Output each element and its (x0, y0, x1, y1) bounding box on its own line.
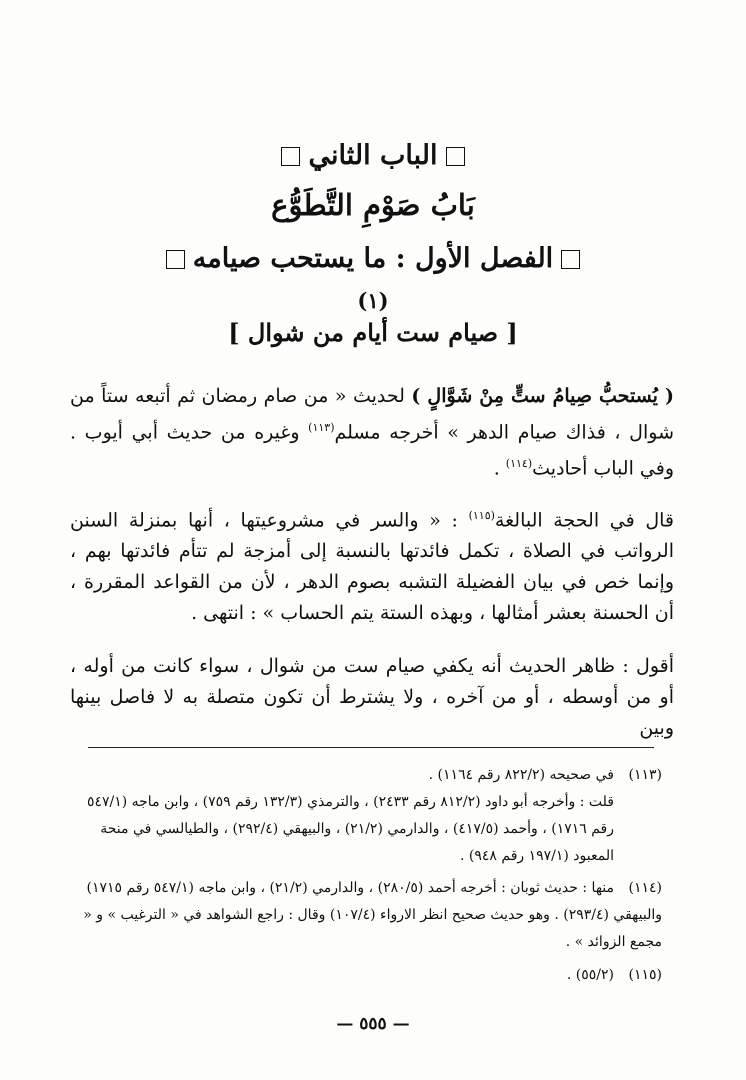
text: وغيره من حديث أبي أيوب . وفي الباب أحاديث (70, 421, 674, 480)
footnote-number: (١١٣) (628, 767, 662, 783)
item-number: (١) (357, 288, 389, 313)
footnote-divider (88, 747, 654, 748)
footnote-ref: (١١٣) (308, 421, 335, 434)
footnote-text: قلت : وأخرجه أبو داود (٨١٢/٢ رقم ٢٤٣٣) ، والترمذي (١٣٢/٣ رقم ٧٥٩) ، وابن ماجه (٥٤٧/١ رقم ١٧١٦) ، وأحمد (٤١٧/٥) ، والدارمي (٢١/٢) ، والبيهقي (٢٩٢/٤) ، والطيالسي في منحة المعبود (١٩٧/١ رقم ٩٤٨) . (86, 794, 614, 864)
paragraph-3: أقول : ظاهر الحديث أنه يكفي صيام ست من شوال ، سواء كانت من أوله ، أو من أوسطه ، أو من آخره ، ولا يشترط أن تكون متصلة به لا فاصل بينها وبين (70, 655, 674, 739)
page-number: — ٥٥٥ — (336, 1014, 410, 1034)
chapter-part-heading: الفصل الأول : ما يستحب صيامه (0, 243, 746, 274)
square-ornament-icon (166, 250, 185, 269)
text: قال في الحجة البالغة (494, 509, 674, 532)
text: . (493, 457, 506, 480)
footnote-text: (٥٥/٢) . (566, 967, 614, 983)
square-ornament-icon (446, 147, 465, 166)
item-title: [ صيام ست أيام من شوال ] (228, 318, 518, 347)
text: : « والسر في مشروعيتها ، أنها بمنزلة السنن الرواتب في الصلاة ، تكمل فائدتها بالنسبة إلى أمزجة لم تتأم فائدتها بهم ، وإنما خص في بيان الفضيلة التشبه بصوم الدهر ، لأن من القواعد المقررة ، أن الحسنة بعشر أمثالها ، وبهذه الستة يتم الحساب » : انتهى . (70, 509, 674, 625)
paragraph-1 (70, 381, 674, 485)
chapter-heading: الباب الثاني (0, 140, 746, 171)
footnote-text: في صحيحه (٨٢٢/٢ رقم ١١٦٤) . (428, 767, 614, 783)
footnote-114 (72, 875, 662, 956)
square-ornament-icon (561, 250, 580, 269)
footnote-ref: (١١٥) (468, 509, 495, 522)
footnote-number: (١١٥) (628, 967, 662, 983)
footnote-text: منها : حديث ثوبان : أخرجه أحمد (٢٨٠/٥) ، والدارمي (٢١/٢) ، وابن ماجه (٥٤٧/١ رقم ١٧١٥) والبيهقي (٢٩٣/٤) . وهو حديث صحيح انظر الارواء (١٠٧/٤) وقال : راجع الشواهد في « الترغيب » و « مجمع الزوائد » . (83, 880, 662, 950)
paragraph-2 (70, 500, 674, 629)
footnote-115 (72, 962, 662, 989)
text-lead: ( يُستحبُّ صِيامُ ستٍّ مِنْ شَوَّالٍ ) (411, 385, 674, 407)
footnote-number: (١١٤) (628, 880, 662, 896)
square-ornament-icon (281, 147, 300, 166)
footnote-ref: (١١٤) (505, 457, 533, 471)
footnote-113 (72, 762, 662, 870)
text: لحديث « من صام رمضان ثم أتبعه ستاً من شوال ، فذاك صيام الدهر » أخرجه مسلم (70, 385, 675, 444)
section-title: بَابُ صَوْمِ التَّطَوُّع (271, 188, 475, 222)
